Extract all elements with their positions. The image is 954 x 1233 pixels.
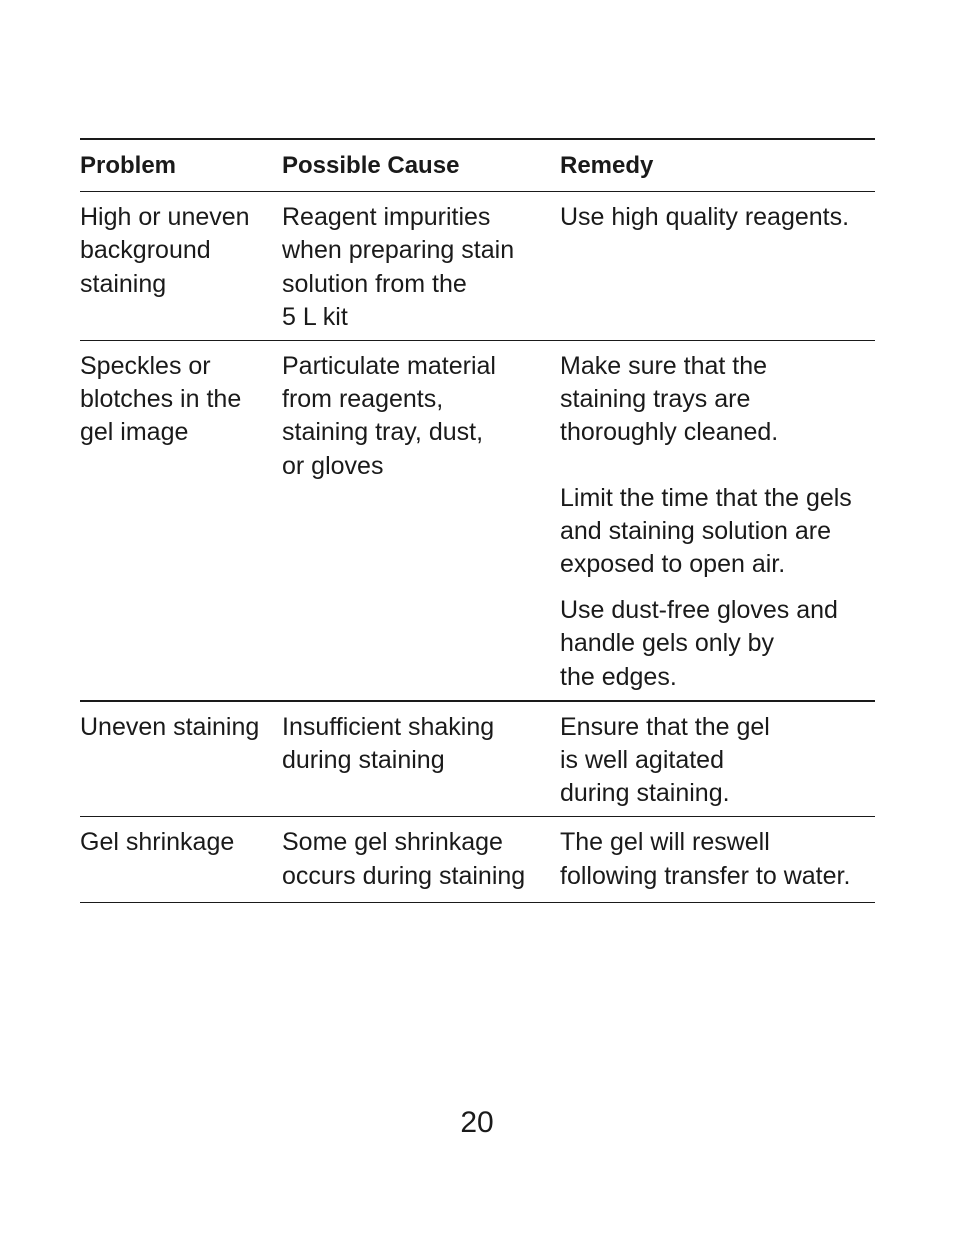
problem-cell: Uneven staining [80,712,260,741]
remedy-cell [560,350,875,694]
cause-cell: Some gel shrinkage occurs during staining [282,828,526,890]
table-row [80,192,875,340]
remedy-cell [560,711,875,811]
remedy-item: Use dust-free gloves and handle gels only by the edges. [560,596,838,691]
remedy-item: Limit the time that the gels and staining solution are exposed to open air. [560,483,852,579]
header-possible-cause: Possible Cause [282,152,460,179]
table-row [80,700,875,817]
problem-cell: High or uneven background staining [80,203,250,298]
remedy-cell [560,826,875,892]
remedy-cell [560,201,875,334]
remedy-item: Use high quality reagents. [560,203,850,232]
problem-cell: Speckles or blotches in the gel image [80,352,242,447]
troubleshooting-table [80,138,875,903]
cause-cell: Particulate material from reagents, staining tray, dust, or gloves [282,352,496,480]
table-row [80,340,875,700]
header-problem: Problem [80,152,177,179]
page-number: 20 [460,1106,494,1139]
remedy-item: The gel will reswell following transfer to water. [560,828,851,890]
remedy-item: Ensure that the gel is well agitated during staining. [560,712,770,808]
remedy-item: Make sure that the staining trays are thoroughly cleaned. [560,352,779,447]
table-header-row [80,140,875,192]
table-row [80,816,875,901]
cause-cell: Insufficient shaking during staining [282,712,495,775]
cause-cell: Reagent impurities when preparing stain solution from the 5 L kit [282,203,515,331]
problem-cell: Gel shrinkage [80,828,235,857]
header-remedy: Remedy [560,152,654,179]
